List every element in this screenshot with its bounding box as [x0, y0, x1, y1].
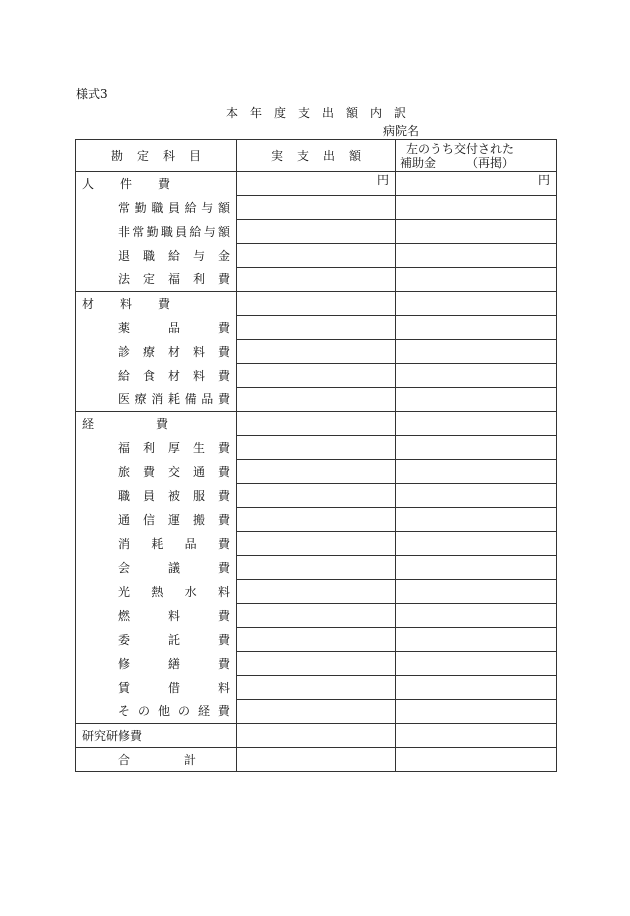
total-label-cell — [76, 748, 237, 772]
subsidy-value-cell[interactable] — [396, 364, 557, 388]
table-row — [76, 460, 557, 484]
item-name-cell — [76, 196, 237, 220]
subsidy-value-cell[interactable] — [396, 292, 557, 316]
table-row — [76, 340, 557, 364]
table-row — [76, 484, 557, 508]
unit-label: 円 — [537, 172, 550, 187]
actual-value-cell[interactable] — [237, 652, 396, 676]
item-name: 薬 品 費 — [118, 320, 230, 335]
item-name-cell — [76, 604, 237, 628]
subsidy-value-cell[interactable] — [396, 220, 557, 244]
table-row — [76, 604, 557, 628]
table-row — [76, 220, 557, 244]
subsidy-value-cell[interactable] — [396, 532, 557, 556]
item-name: 福 利 厚 生 費 — [118, 440, 230, 455]
table-row — [76, 268, 557, 292]
actual-value-cell[interactable] — [237, 628, 396, 652]
subsidy-value-cell[interactable] — [396, 244, 557, 268]
table-row — [76, 556, 557, 580]
item-name-cell — [76, 508, 237, 532]
table-row — [76, 436, 557, 460]
table-row — [76, 244, 557, 268]
subsidy-value-cell[interactable] — [396, 316, 557, 340]
table-row — [76, 580, 557, 604]
actual-value-cell[interactable] — [237, 244, 396, 268]
actual-value-cell[interactable] — [237, 172, 396, 196]
actual-value-cell[interactable] — [237, 724, 396, 748]
item-name: 光 熱 水 料 — [118, 584, 230, 599]
header-row — [76, 140, 557, 172]
actual-value-cell[interactable] — [237, 604, 396, 628]
actual-value-cell[interactable] — [237, 508, 396, 532]
form-number: 様式3 — [76, 87, 108, 101]
group-name-cell — [76, 172, 237, 196]
header-account: 勘定科目 — [76, 140, 237, 172]
research-cost-label: 研究研修費 — [76, 724, 237, 748]
table-row — [76, 508, 557, 532]
item-name-cell — [76, 220, 237, 244]
group-name: 材料費 — [82, 296, 197, 311]
item-name: 法 定 福 利 費 — [118, 272, 230, 287]
table-row — [76, 388, 557, 412]
unit-label: 円 — [376, 172, 389, 187]
actual-value-cell[interactable] — [237, 532, 396, 556]
table-row — [76, 652, 557, 676]
total-actual-cell[interactable] — [237, 748, 396, 772]
table-row — [76, 316, 557, 340]
document-title: 本年度支出額内訳 — [226, 106, 419, 120]
item-name: 燃 料 費 — [118, 608, 230, 623]
item-name: 会 議 費 — [118, 560, 230, 575]
subsidy-value-cell[interactable] — [396, 268, 557, 292]
expenditure-table — [75, 139, 557, 772]
table-row — [76, 532, 557, 556]
actual-value-cell[interactable] — [237, 412, 396, 436]
hospital-name-label: 病院名 — [383, 124, 420, 138]
table-row — [76, 724, 557, 748]
group-name-cell — [76, 292, 237, 316]
total-subsidy-cell[interactable] — [396, 748, 557, 772]
item-name: 常 勤 職 員 給 与 額 — [118, 200, 230, 215]
group-name: 経費 — [82, 416, 231, 431]
subsidy-value-cell[interactable] — [396, 700, 557, 724]
subsidy-value-cell[interactable] — [396, 628, 557, 652]
header-actual-expenditure: 実支出額 — [237, 140, 396, 172]
actual-value-cell[interactable] — [237, 316, 396, 340]
total-row — [76, 748, 557, 772]
item-name-cell — [76, 484, 237, 508]
item-name-cell — [76, 532, 237, 556]
subsidy-value-cell[interactable] — [396, 724, 557, 748]
actual-value-cell[interactable] — [237, 292, 396, 316]
item-name-cell — [76, 364, 237, 388]
table-row — [76, 292, 557, 316]
table-row — [76, 364, 557, 388]
item-name-cell — [76, 556, 237, 580]
subsidy-value-cell[interactable] — [396, 676, 557, 700]
item-name-cell — [76, 700, 237, 724]
item-name-cell — [76, 316, 237, 340]
item-name: 旅 費 交 通 費 — [118, 464, 230, 479]
item-name: 賃 借 料 — [118, 680, 230, 695]
total-label: 合 計 — [118, 752, 196, 767]
item-name: 診 療 材 料 費 — [118, 344, 230, 359]
actual-value-cell[interactable] — [237, 268, 396, 292]
table-row — [76, 412, 557, 436]
header-subsidy — [396, 140, 557, 172]
actual-value-cell[interactable] — [237, 196, 396, 220]
item-name: 職 員 被 服 費 — [118, 488, 230, 503]
item-name-cell — [76, 268, 237, 292]
actual-value-cell[interactable] — [237, 364, 396, 388]
table-row — [76, 700, 557, 724]
group-name: 人件費 — [82, 176, 197, 191]
item-name: 退 職 給 与 金 — [118, 248, 230, 263]
item-name-cell — [76, 244, 237, 268]
actual-value-cell[interactable] — [237, 484, 396, 508]
item-name: 修 繕 費 — [118, 656, 230, 671]
actual-value-cell[interactable] — [237, 340, 396, 364]
subsidy-value-cell[interactable] — [396, 340, 557, 364]
subsidy-value-cell[interactable] — [396, 484, 557, 508]
actual-value-cell[interactable] — [237, 436, 396, 460]
item-name: 医 療 消 耗 備 品 費 — [118, 392, 230, 407]
table-row — [76, 628, 557, 652]
group-name-cell — [76, 412, 237, 436]
subsidy-value-cell[interactable] — [396, 556, 557, 580]
item-name-cell — [76, 652, 237, 676]
item-name-cell — [76, 676, 237, 700]
actual-value-cell[interactable] — [237, 460, 396, 484]
item-name: 非 常 勤 職 員 給 与 額 — [118, 224, 230, 239]
item-name-cell — [76, 628, 237, 652]
subsidy-value-cell[interactable] — [396, 388, 557, 412]
item-name-cell — [76, 460, 237, 484]
subsidy-value-cell[interactable] — [396, 412, 557, 436]
item-name: 消 耗 品 費 — [118, 536, 230, 551]
subsidy-value-cell[interactable] — [396, 196, 557, 220]
table-row — [76, 676, 557, 700]
subsidy-value-cell[interactable] — [396, 604, 557, 628]
subsidy-value-cell[interactable] — [396, 172, 557, 196]
subsidy-value-cell[interactable] — [396, 436, 557, 460]
item-name: 委 託 費 — [118, 632, 230, 647]
actual-value-cell[interactable] — [237, 676, 396, 700]
header-subsidy-line1: 左のうち交付された — [406, 141, 515, 156]
item-name: 通 信 運 搬 費 — [118, 512, 230, 527]
subsidy-value-cell[interactable] — [396, 652, 557, 676]
subsidy-value-cell[interactable] — [396, 580, 557, 604]
item-name: そ の 他 の 経 費 — [118, 704, 230, 719]
header-subsidy-line2: 補助金 — [400, 155, 437, 170]
header-subsidy-repost: （再掲） — [466, 155, 515, 170]
actual-value-cell[interactable] — [237, 580, 396, 604]
actual-value-cell[interactable] — [237, 220, 396, 244]
item-name-cell — [76, 340, 237, 364]
actual-value-cell[interactable] — [237, 556, 396, 580]
item-name-cell — [76, 580, 237, 604]
actual-value-cell[interactable] — [237, 700, 396, 724]
actual-value-cell[interactable] — [237, 388, 396, 412]
item-name-cell — [76, 436, 237, 460]
subsidy-value-cell[interactable] — [396, 460, 557, 484]
table-row — [76, 196, 557, 220]
item-name: 給 食 材 料 費 — [118, 368, 230, 383]
item-name-cell — [76, 388, 237, 412]
subsidy-value-cell[interactable] — [396, 508, 557, 532]
table-row — [76, 172, 557, 196]
